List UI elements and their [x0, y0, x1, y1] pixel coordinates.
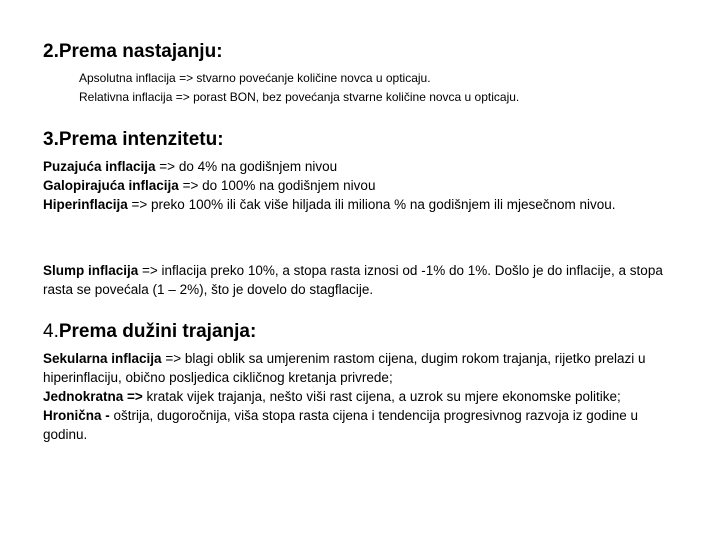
intensity-list	[43, 157, 683, 214]
term-relativna-inflacija: Relativna inflacija	[79, 90, 173, 104]
term-slump-inflacija: Slump inflacija	[43, 263, 139, 278]
line-apsolutna-inflacija: Apsolutna inflacija => stvarno povećanje količine novca u opticaju.	[79, 71, 431, 85]
line-galopirajuca-inflacija: Galopirajuća inflacija => do 100% na godišnjem nivou	[43, 178, 376, 193]
line-relativna-inflacija: Relativna inflacija => porast BON, bez povećanja stvarne količine novca u opticaju.	[79, 90, 520, 104]
slump-paragraph: Slump inflacija => inflacija preko 10%, a stopa rasta iznosi od -1% do 1%. Došlo je do inflacije, a stopa rasta se povećala (1 – 2%), što je dovelo do stagflacije.	[43, 263, 663, 297]
term-apsolutna-inflacija: Apsolutna inflacija	[79, 71, 176, 85]
line-hronicna: Hronična - oštrija, dugoročnija, viša stopa rasta cijena i tendencija progresivnog razvoja iz godine u godinu.	[43, 408, 639, 442]
heading-prema-nastajanju: 2.Prema nastajanju:	[43, 41, 223, 62]
line-jednokratna: Jednokratna => kratak vijek trajanja, nešto viši rast cijena, a uzrok su mjere ekonomske politike;	[43, 389, 621, 404]
line-sekularna-inflacija: Sekularna inflacija => blagi oblik sa umjerenim rastom cijena, dugim rokom trajanja, rijetko prelazi u hiperinflaciju, obično posljedica cikličnog kretanja privrede;	[43, 351, 646, 385]
heading-prema-intenzitetu: 3.Prema intenzitetu:	[43, 129, 224, 150]
duration-list	[43, 349, 683, 444]
line-puzajuca-inflacija: Puzajuća inflacija => do 4% na godišnjem nivou	[43, 159, 338, 174]
heading-prema-duzini-trajanja: 4.Prema dužini trajanja:	[43, 321, 257, 342]
line-hiperinflacija: Hiperinflacija => preko 100% ili čak više hiljada ili miliona % na godišnjem ili mjesečnom nivou.	[43, 197, 616, 212]
